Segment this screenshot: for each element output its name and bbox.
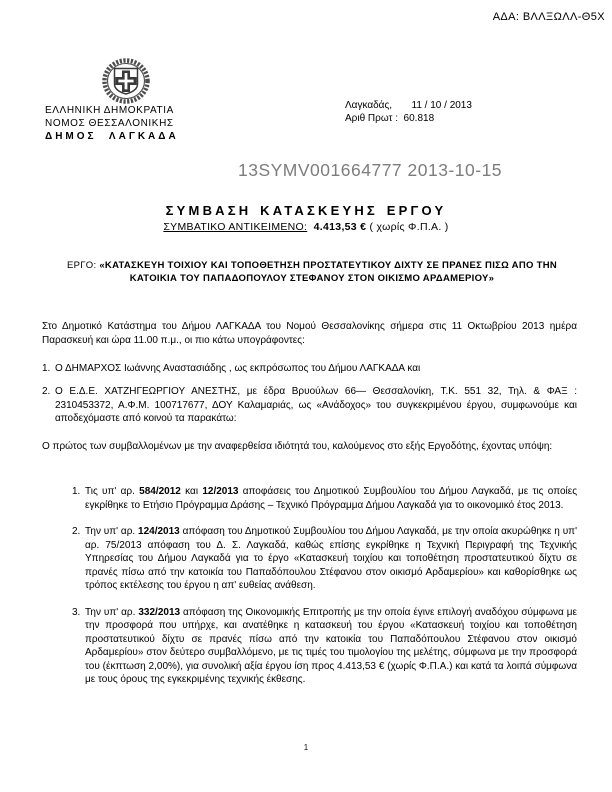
decision-ref: 332/2013 <box>138 606 181 618</box>
org-prefecture: ΝΟΜΟΣ ΘΕΣΣΑΛΟΝΙΚΗΣ <box>45 117 174 129</box>
project-name: «ΚΑΤΑΣΚΕΥΗ ΤΟΙΧΙΟΥ ΚΑΙ ΤΟΠΟΘΕΤΗΣΗ ΠΡΟΣΤΑΤΕΥΤΙΚΟΥ ΔΙΧΤΥ ΣΕ ΠΡΑΝΕΣ ΠΙΣΩ ΑΠΟ ΤΗΝ ΚΑΤΟΙΚΙΑ ΤΟΥ ΠΑΠΑΔΟΠΟΥΛΟΥ ΣΤΕΦΑΝΟΥ ΣΤΟΝ ΟΙΚΙΣΜΟ ΑΡΔΑΜΕΡΙΟΥ» <box>99 260 558 284</box>
item-number: 1. <box>72 486 81 497</box>
item-number: 3. <box>72 606 81 618</box>
item-text: Την υπ' αρ. 332/2013 απόφαση της Οικονομικής Επιτροπής με την οποία έγινε επιλογή αναδόχου σύμφωνα με την προσφορά που υπήρχε, και ανατέθηκε η κατασκευή του έργου «Κατασκευή τοιχίου και τοποθέτηση προστατευτικού δίχτυ σε πρανές πίσω από την κατοικία του Παπαδόπουλου Στέφανου στον οικισμό Αρδαμερίου» στον δεύτερο συμβαλλόμενο, με τις τιμές του τιμολογίου της μελέτης, σύμφωνα με την προσφορά του (έκπτωση 2,00%), για συνολική αξία έργου ίση προς 4.413,53 € (χωρίς Φ.Π.Α.) και κατά τα λοιπά σύμφωνα με τους όρους της εγκεκριμένης τεχνικής έκθεσης. <box>85 606 577 685</box>
item-number: 2. <box>72 526 81 537</box>
greek-coat-of-arms-icon <box>101 58 151 104</box>
item-text: Τις υπ' αρ. 584/2012 και 12/2013 αποφάσεις του Δημοτικού Συμβουλίου του Δήμου Λαγκαδά, με τις οποίες εγκρίθηκε το Ετήσιο Πρόγραμμα Δράσης – Τεχνικό Πρόγραμμα Δήμου Λαγκαδά για το οικονομικό έτος 2013. <box>85 486 578 511</box>
consideration-item-2 <box>72 525 577 593</box>
org-republic: ΕΛΛΗΝΙΚΗ ΔΗΜΟΚΡΑΤΙΑ <box>45 105 174 116</box>
protocol-number: Αριθ Πρωτ : 60.818 <box>345 112 435 124</box>
org-municipality: ΔΗΜΟΣ ΛΑΓΚΑΔΑ <box>45 131 179 142</box>
contract-object-label: ΣΥΜΒΑΤΙΚΟ ΑΝΤΙΚΕΙΜΕΝΟ: <box>163 221 308 233</box>
signatory-number: 1. <box>42 363 51 374</box>
contract-object-suffix: ( χωρίς Φ.Π.Α. ) <box>366 221 449 233</box>
contract-title: ΣΥΜΒΑΣΗ ΚΑΤΑΣΚΕΥΗΣ ΕΡΓΟΥ <box>165 203 447 218</box>
issuer-block <box>45 58 207 143</box>
decision-ref: 124/2013 <box>138 526 180 537</box>
consideration-item-3 <box>72 606 577 687</box>
place-date: Λαγκαδάς, 11 / 10 / 2013 <box>345 100 472 111</box>
decision-ref: 12/2013 <box>202 486 239 497</box>
contract-object-line <box>0 221 612 233</box>
ada-code: ΑΔΑ: ΒΛΛΞΩΛΛ-Θ5Χ <box>492 11 605 23</box>
item-text: Την υπ' αρ. 124/2013 απόφαση του Δημοτικού Συμβουλίου του Δήμου Λαγκαδά, με την οποία ακυρώθηκε η υπ' αρ. 75/2013 απόφαση του Δ. Σ. Λαγκαδά, καθώς επίσης εγκρίθηκε η Τεχνική Περιγραφή της Τεχνικής Υπηρεσίας του Δήμου Λαγκαδά για το έργο «Κατασκευή τοιχίου και τοποθέτηση προστατευτικού δίχτυ σε πρανές πίσω από την κατοικία του Παπαδόπουλου Στέφανου στον οικισμό Αρδαμερίου» και καθορίσθηκε ως τρόπος εκτέλεσης του έργου η απ' ευθείας ανάθεση. <box>85 526 577 591</box>
registry-number: 13SYMV001664777 2013-10-15 <box>238 160 503 180</box>
project-title <box>46 259 578 285</box>
date-protocol-block <box>345 100 472 125</box>
project-label: ΕΡΓΟ: <box>66 260 100 271</box>
decision-ref: 584/2012 <box>139 486 181 497</box>
consideration-item-1 <box>72 485 577 512</box>
intro-paragraph: Στο Δημοτικό Κατάστημα του Δήμου ΛΑΓΚΑΔΑ του Νομού Θεσσαλονίκης σήμερα στις 11 Οκτωβρίου 2013 ημέρα Παρασκευή και ώρα 11.00 π.μ., οι πιο κάτω υπογράφοντες: <box>42 321 577 346</box>
signatory-text: Ο Ε.Δ.Ε. ΧΑΤΖΗΓΕΩΡΓΙΟΥ ΑΝΕΣΤΗΣ, με έδρα Βρυούλων 66— Θεσσαλονίκη, Τ.Κ. 551 32, Τηλ. & ΦΑΞ : 2310453372, Α.Φ.Μ. 100717677, ΔΟΥ Καλαμαριάς, ως «Ανάδοχος» του συγκεκριμένου έργου, συμφωνούμε και αποδεχόμαστε από κοινού τα παρακάτω: <box>55 386 577 424</box>
signatory-number: 2. <box>42 386 51 397</box>
considerations-list <box>72 485 577 700</box>
preamble-paragraph: Ο πρώτος των συμβαλλομένων με την αναφερθείσα ιδιότητά του, καλούμενος στο εξής Εργοδότης, έχοντας υπόψη: <box>42 441 553 452</box>
signatory-contractor <box>42 385 577 426</box>
page-number: 1 <box>303 743 309 752</box>
contract-object-value: 4.413,53 € <box>313 221 367 233</box>
signatory-mayor <box>42 362 577 376</box>
signatory-text: Ο ΔΗΜΑΡΧΟΣ Ιωάννης Αναστασιάδης , ως εκπρόσωπος του Δήμου ΛΑΓΚΑΔΑ και <box>55 363 421 374</box>
